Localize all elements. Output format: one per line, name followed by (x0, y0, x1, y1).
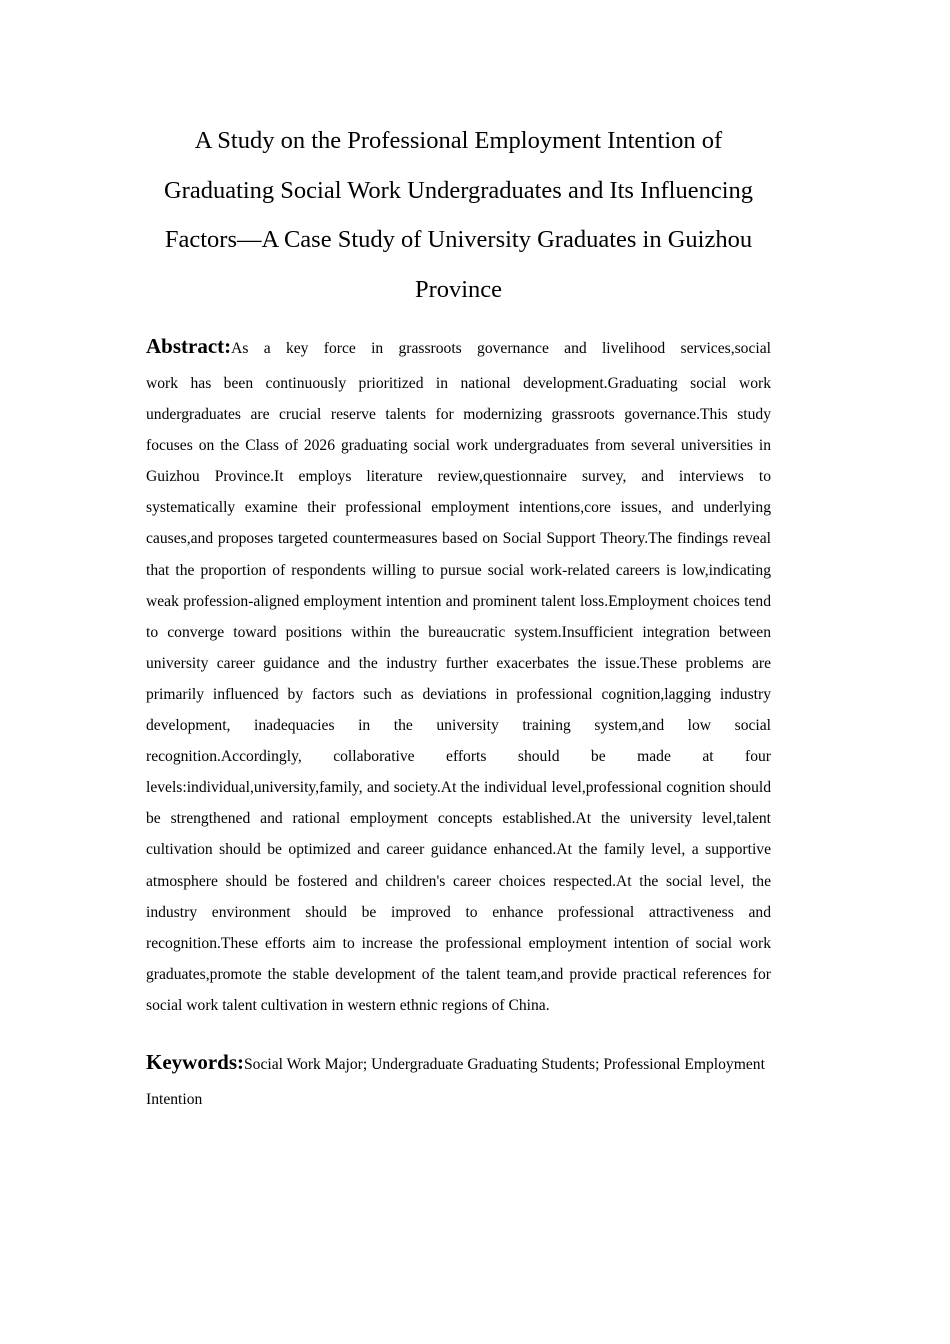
keywords-section (146, 1045, 771, 1117)
abstract-first-line (146, 324, 771, 371)
abstract-body: work has been continuously prioritized in national development.Graduating social work undergraduates are crucial reserve talents for modernizing grassroots governance.This study focuses on the Class of 2026 graduating social work undergraduates from several universities in Guizhou Province.It employs literature review,questionnaire survey, and interviews to systematically examine their professional employment intentions,core issues, and underlying causes,and proposes targeted countermeasures based on Social Support Theory.The findings reveal that the proportion of respondents willing to pursue social work-related careers is low,indicating weak profession-aligned employment intention and prominent talent loss.Employment choices tend to converge toward positions within the bureaucratic system.Insufficient integration between university career guidance and the industry further exacerbates the issue.These problems are primarily influenced by factors such as deviations in professional cognition,lagging industry development, inadequacies in the university training system,and low social recognition.Accordingly, collaborative efforts should be made at four levels:individual,university,family, and society.At the individual level,professional cognition should be strengthened and rational employment concepts established.At the university level,talent cultivation should be optimized and career guidance enhanced.At the family level, a supportive atmosphere should be fostered and children's career choices respected.At the social level, the industry environment should be improved to enhance professional attractiveness and recognition.These efforts aim to increase the professional employment intention of social work graduates,promote the stable development of the talent team,and provide practical references for social work talent cultivation in western ethnic regions of China. (146, 375, 771, 1014)
paper-title: A Study on the Professional Employment Intention of Graduating Social Work Undergraduates and Its Influencing Factors—A Case Study of University Graduates in Guizhou Province (163, 127, 754, 303)
keywords-label: Keywords: (146, 1049, 244, 1074)
keywords-text: Social Work Major; Undergraduate Graduating Students; Professional Employment Intention (146, 1055, 765, 1108)
paper-page (146, 116, 771, 1117)
abstract-label: Abstract: (146, 334, 232, 358)
abstract-first-text: As a key force in grassroots governance and livelihood services,social (231, 340, 771, 357)
